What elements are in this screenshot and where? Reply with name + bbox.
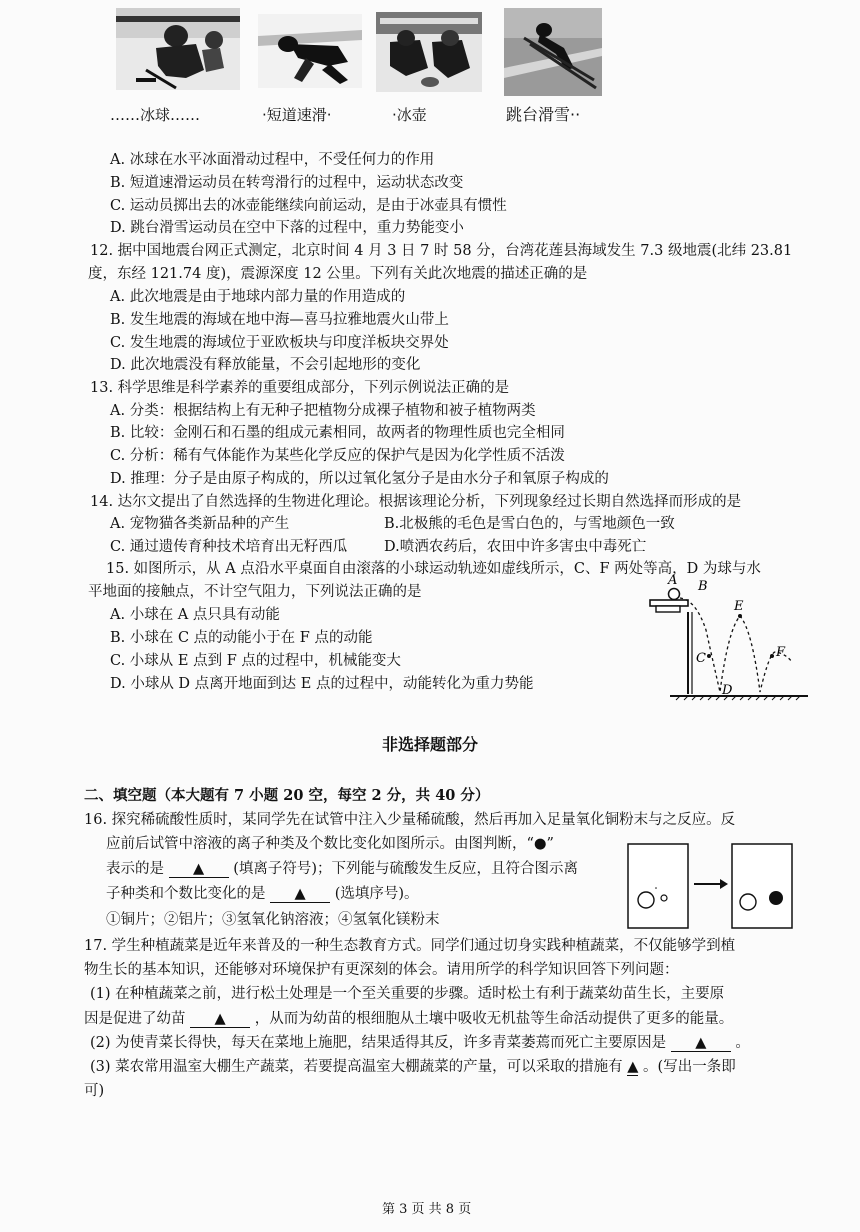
label-e: E [734, 599, 744, 614]
ski-jumping-photo [504, 8, 602, 96]
short-track-photo [258, 14, 362, 88]
q14-option-b: B.北极熊的毛色是雪白色的，与雪地颜色一致 [384, 516, 675, 532]
q13-stem: 13. 科学思维是科学素养的重要组成部分，下列示例说法正确的是 [90, 380, 510, 396]
caption-ski-jumping: 跳台滑雪·· [506, 105, 581, 124]
q17-sub3-suffix: 。(写出一条即 [643, 1059, 736, 1075]
part2-title: 非选择题部分 [382, 735, 479, 754]
before-small-ion [661, 895, 667, 901]
q17-sub2-suffix: 。 [735, 1035, 750, 1051]
q16-line3-suffix: (填离子符号)；下列能与硫酸发生反应，且符合图示离 [233, 861, 579, 877]
label-d: D [722, 683, 733, 698]
table-top [650, 600, 688, 606]
q16-stem-line3 [106, 857, 578, 878]
q16-stem-line1: 16. 探究稀硫酸性质时，某同学先在试管中注入少量稀硫酸，然后再加入足量氧化铜粉末与之反应。反 [84, 812, 736, 828]
q15-option-a: A. 小球在 A 点只具有动能 [110, 607, 280, 623]
q15-stem-line2: 平地面的接触点，不计空气阻力，下列说法正确的是 [88, 584, 422, 600]
q16-answer-blank-1[interactable]: ▲ [169, 861, 229, 878]
q12-option-d: D. 此次地震没有释放能量，不会引起地形的变化 [110, 357, 421, 373]
ice-hockey-photo [116, 8, 240, 90]
q17-stem-line1: 17. 学生种植蔬菜是近年来普及的一种生态教育方式。同学们通过切身实践种植蔬菜，不仅能够学到植 [84, 938, 736, 954]
q17-sub1-line2 [84, 1007, 733, 1028]
after-large-ion [740, 894, 756, 910]
q12-option-b: B. 发生地震的海域在地中海—喜马拉雅地震火山带上 [110, 312, 449, 328]
q17-sub3-prefix: (3) 菜农常用温室大棚生产蔬菜，若要提高温室大棚蔬菜的产量，可以采取的措施有 [90, 1059, 623, 1075]
q15-trajectory-diagram [636, 570, 816, 710]
label-b: B [698, 579, 708, 594]
q16-choices: ①铜片；②铝片；③氢氧化钠溶液；④氢氧化镁粉末 [106, 912, 440, 928]
point-e [738, 614, 742, 618]
before-beaker [628, 844, 688, 928]
point-c [707, 654, 711, 658]
q14-option-d: D.喷洒农药后，农田中许多害虫中毒死亡 [384, 539, 647, 555]
q14-option-c: C. 通过遗传育种技术培育出无籽西瓜 [110, 539, 348, 555]
q17-sub1-prefix: 因是促进了幼苗 [84, 1011, 186, 1027]
ball [669, 589, 680, 600]
q16-stem-line4 [106, 882, 419, 903]
q14-option-a: A. 宠物猫各类新品种的产生 [110, 516, 290, 532]
q17-answer-blank-1[interactable]: ▲ [190, 1011, 250, 1028]
label-f: F [776, 645, 786, 660]
q17-sub2 [90, 1031, 750, 1052]
q15-option-c: C. 小球从 E 点到 F 点的过程中，机械能变大 [110, 653, 401, 669]
q16-stem-line2: 应前后试管中溶液的离子种类及个数比变化如图所示。由图判断，“●” [106, 836, 554, 852]
label-a: A [668, 573, 678, 588]
page-footer: 第 3 页 共 8 页 [382, 1202, 472, 1217]
q16-ion-diagram [626, 842, 816, 932]
q13-option-d: D. 推理：分子是由原子构成的，所以过氧化氢分子是由水分子和氧原子构成的 [110, 471, 609, 487]
curling-photo [376, 12, 482, 92]
q15-option-b: B. 小球在 C 点的动能小于在 F 点的动能 [110, 630, 373, 646]
q17-stem-line2: 物生长的基本知识，还能够对环境保护有更深刻的体会。请用所学的科学知识回答下列问题： [84, 962, 679, 978]
q17-sub1-line1: (1) 在种植蔬菜之前，进行松土处理是一个至关重要的步骤。适时松土有利于蔬菜幼苗生长，主要原 [90, 986, 725, 1002]
q15-stem-line1: 15. 如图所示，从 A 点沿水平桌面自由滚落的小球运动轨迹如虚线所示，C、F 两处等高，D 为球与水 [106, 561, 761, 577]
q17-answer-blank-2[interactable]: ▲ [671, 1035, 731, 1052]
q11-option-c: C. 运动员掷出去的冰壶能继续向前运动，是由于冰壶具有惯性 [110, 198, 507, 214]
q11-option-d: D. 跳台滑雪运动员在空中下落的过程中，重力势能变小 [110, 220, 464, 236]
q11-option-a: A. 冰球在水平冰面滑动过程中，不受任何力的作用 [110, 152, 435, 168]
q17-sub1-suffix: ，从而为幼苗的根细胞从土壤中吸收无机盐等生命活动提供了更多的能量。 [254, 1011, 734, 1027]
caption-short-track: ·短道速滑· [262, 106, 332, 124]
label-c: C [696, 651, 706, 666]
section2-heading: 二、填空题（本大题有 7 小题 20 空，每空 2 分，共 40 分） [84, 787, 490, 804]
q16-answer-blank-2[interactable]: ▲ [270, 886, 330, 903]
q13-option-c: C. 分析：稀有气体能作为某些化学反应的保护气是因为化学性质不活泼 [110, 448, 565, 464]
table-edge [656, 606, 680, 612]
q17-sub2-prefix: (2) 为使青菜长得快，每天在菜地上施肥，结果适得其反，许多青菜萎蔫而死亡主要原因是 [90, 1035, 667, 1051]
before-large-ion [638, 892, 654, 908]
q12-stem-line2: 度，东经 121.74 度)，震源深度 12 公里。下列有关此次地震的描述正确的是 [88, 266, 588, 282]
after-black-ion [769, 891, 783, 905]
caption-ice-hockey: ……冰球…… [110, 106, 201, 124]
caption-curling: ·冰壶 [392, 106, 427, 124]
q14-stem: 14. 达尔文提出了自然选择的生物进化理论。根据该理论分析，下列现象经过长期自然选择而形成的是 [90, 494, 742, 510]
q13-option-a: A. 分类：根据结构上有无种子把植物分成裸子植物和被子植物两类 [110, 403, 536, 419]
q16-line4-prefix: 子种类和个数比变化的是 [106, 886, 266, 902]
q12-stem-line1: 12. 据中国地震台网正式测定，北京时间 4 月 3 日 7 时 58 分，台湾花莲县海域发生 7.3 级地震(北纬 23.81 [90, 243, 793, 259]
q16-line3-prefix: 表示的是 [106, 861, 164, 877]
point-f [770, 654, 774, 658]
q16-line4-suffix: (选填序号)。 [334, 886, 419, 902]
q17-sub3-tail: 可) [84, 1083, 105, 1099]
after-beaker [732, 844, 792, 928]
q12-option-a: A. 此次地震是由于地球内部力量的作用造成的 [110, 289, 406, 305]
q17-sub3 [90, 1055, 736, 1076]
q13-option-b: B. 比较：金刚石和石墨的组成元素相同，故两者的物理性质也完全相同 [110, 425, 565, 441]
q15-option-d: D. 小球从 D 点离开地面到达 E 点的过程中，动能转化为重力势能 [110, 676, 534, 692]
q12-option-c: C. 发生地震的海域位于亚欧板块与印度洋板块交界处 [110, 335, 449, 351]
q17-answer-blank-3[interactable]: ▲ [627, 1059, 639, 1075]
q11-option-b: B. 短道速滑运动员在转弯滑行的过程中，运动状态改变 [110, 175, 464, 191]
